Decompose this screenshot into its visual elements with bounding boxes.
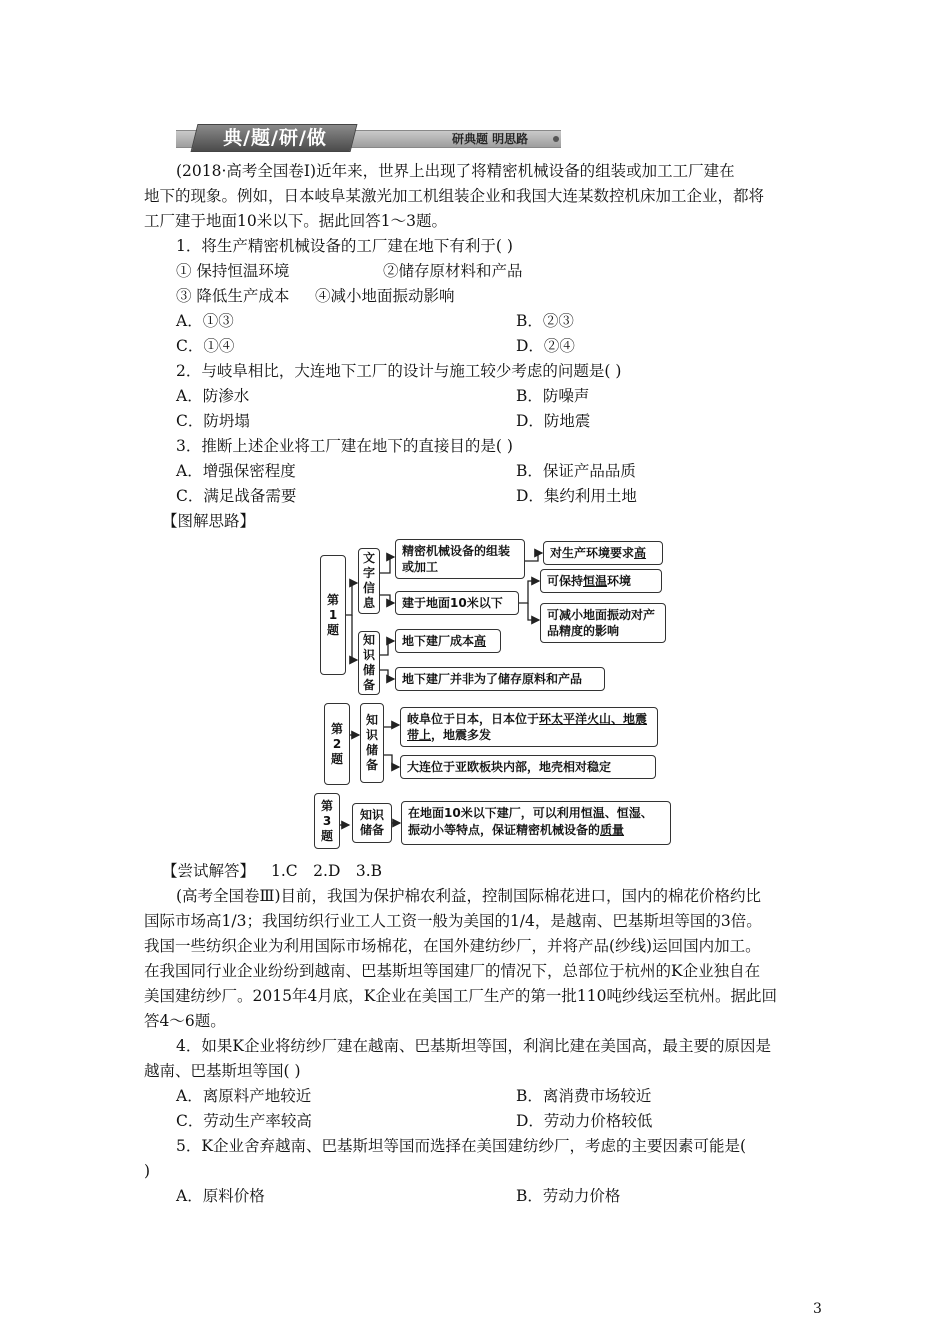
- banner-subtitle: 研典题 明思路: [452, 132, 529, 146]
- knowledge1-label: 知识储备: [362, 633, 375, 692]
- knowledge3-box: [352, 803, 392, 843]
- answers-row: [162, 860, 382, 882]
- q3-reason-text: 在地面10米以下建厂，可以利用恒温、恒湿、振动小等特点，保证精密机械设备的: [408, 806, 653, 837]
- q3-reason-key: 质量: [600, 823, 625, 837]
- q1-option-d: D．②④: [516, 337, 575, 355]
- q1-item: ④减小地面振动影响: [315, 287, 455, 305]
- analysis-diagram: [300, 545, 680, 850]
- q3-option-a: A．增强保密程度: [176, 462, 296, 480]
- banner-title: 典/题/研/做: [223, 127, 327, 149]
- gifu-text: 岐阜位于日本，日本位于: [407, 712, 540, 726]
- temperature-box: [540, 569, 662, 593]
- q5-option-a: A．原料价格: [176, 1187, 265, 1205]
- q1-label: 第1题: [326, 592, 339, 637]
- assembly-box: 精密机械设备的组装或加工: [395, 539, 525, 579]
- page-number: 3: [813, 1301, 822, 1317]
- passage2-line: 国际市场高1/3；我国纺织行业工人工资一般为美国的1/4，是越南、巴基斯坦等国的3倍。: [144, 912, 762, 930]
- environment-key: 高: [634, 546, 647, 560]
- q2-option-b: B．防噪声: [516, 387, 590, 405]
- q5-stem: ): [144, 1162, 151, 1180]
- q1-option-a: A．①③: [176, 312, 234, 330]
- q3-stem: 3．推断上述企业将工厂建在地下的直接目的是( ): [176, 437, 513, 455]
- knowledge1-box: [358, 631, 380, 695]
- q1-option-b: B．②③: [516, 312, 574, 330]
- vibration-box: 可减小地面振动对产品精度的影响: [540, 603, 666, 643]
- q4-option-c: C．劳动生产率较高: [176, 1112, 312, 1130]
- depth-box: 建于地面10米以下: [395, 591, 519, 615]
- gifu-key: 环太平洋火山、地震带上: [407, 712, 648, 742]
- passage2-line: 美国建纺纱厂。2015年4月底，K企业在美国工厂生产的第一批110吨纱线运至杭州。据此回: [144, 987, 777, 1005]
- environment-box: [543, 541, 663, 565]
- text-info-label: 文字信息: [362, 551, 375, 610]
- environment-text: 对生产环境要求: [550, 546, 635, 560]
- q3-reason-box: [401, 801, 671, 845]
- q2-label-box: [324, 703, 350, 785]
- q4-stem: 4．如果K企业将纺纱厂建在越南、巴基斯坦等国，利润比建在美国高，最主要的原因是: [176, 1037, 771, 1055]
- gifu-box: [400, 707, 658, 747]
- section-label: 【图解思路】: [162, 512, 256, 530]
- q1-option-c: C．①④: [176, 337, 235, 355]
- q5-stem: 5．K企业舍弃越南、巴基斯坦等国而选择在美国建纺纱厂，考虑的主要因素可能是(: [176, 1137, 746, 1155]
- q4-stem: 越南、巴基斯坦等国( ): [144, 1062, 301, 1080]
- passage2-line: (高考全国卷Ⅲ)目前，我国为保护棉农利益，控制国际棉花进口，国内的棉花价格约比: [176, 887, 762, 905]
- q3-label-box: [314, 793, 340, 849]
- q2-stem: 2．与岐阜相比，大连地下工厂的设计与施工较少考虑的问题是( ): [176, 362, 622, 380]
- answers-text: 1.C 2.D 3.B: [271, 862, 383, 880]
- q2-option-c: C．防坍塌: [176, 412, 250, 430]
- dalian-box: 大连位于亚欧板块内部，地壳相对稳定: [400, 755, 656, 779]
- text-info-box: [358, 548, 380, 614]
- cost-text: 地下建厂成本: [402, 634, 475, 648]
- cost-box: [395, 629, 501, 653]
- passage1-line: 地下的现象。例如，日本岐阜某激光加工机组装企业和我国大连某数控机床加工企业，都将: [144, 187, 765, 205]
- q5-option-b: B．劳动力价格: [516, 1187, 621, 1205]
- temperature-suffix: 环境: [607, 574, 632, 588]
- q2-option-d: D．防地震: [516, 412, 591, 430]
- banner-dot-icon: [553, 136, 559, 142]
- q2-option-a: A．防渗水: [176, 387, 250, 405]
- cost-key: 高: [474, 634, 487, 648]
- q1-item: ②储存原材料和产品: [383, 262, 523, 280]
- passage2-line: 我国一些纺织企业为利用国际市场棉花，在国外建纺纱厂，并将产品(纱线)运回国内加工。: [144, 937, 761, 955]
- q2-label: 第2题: [330, 721, 343, 766]
- passage2-line: 答4～6题。: [144, 1012, 226, 1030]
- q1-item: ① 保持恒温环境: [176, 262, 290, 280]
- gifu-suffix: ，地震多发: [431, 728, 492, 742]
- answers-label: 【尝试解答】: [162, 862, 256, 880]
- q3-option-d: D．集约利用土地: [516, 487, 637, 505]
- temperature-text: 可保持: [547, 574, 584, 588]
- knowledge3-label: 知识储备: [359, 808, 384, 837]
- passage2-line: 在我国同行业企业纷纷到越南、巴基斯坦等国建厂的情况下，总部位于杭州的K企业独自在: [144, 962, 761, 980]
- q3-label: 第3题: [320, 798, 333, 843]
- knowledge2-label: 知识储备: [365, 713, 378, 772]
- q3-option-c: C．满足战备需要: [176, 487, 297, 505]
- passage1-line: (2018·高考全国卷Ⅰ)近年来，世界上出现了将精密机械设备的组装或加工工厂建在: [176, 162, 735, 180]
- passage1-line: 工厂建于地面10米以下。据此回答1～3题。: [144, 212, 447, 230]
- section-banner: [176, 124, 561, 152]
- q1-stem: 1．将生产精密机械设备的工厂建在地下有利于( ): [176, 237, 513, 255]
- q3-option-b: B．保证产品品质: [516, 462, 636, 480]
- q4-option-a: A．离原料产地较近: [176, 1087, 312, 1105]
- storage-box: 地下建厂并非为了储存原料和产品: [395, 667, 605, 691]
- q4-option-d: D．劳动力价格较低: [516, 1112, 653, 1130]
- temperature-key: 恒温: [583, 574, 608, 588]
- q4-option-b: B．离消费市场较近: [516, 1087, 652, 1105]
- knowledge2-box: [360, 703, 384, 783]
- q1-label-box: [320, 555, 346, 675]
- q1-item: ③ 降低生产成本: [176, 287, 290, 305]
